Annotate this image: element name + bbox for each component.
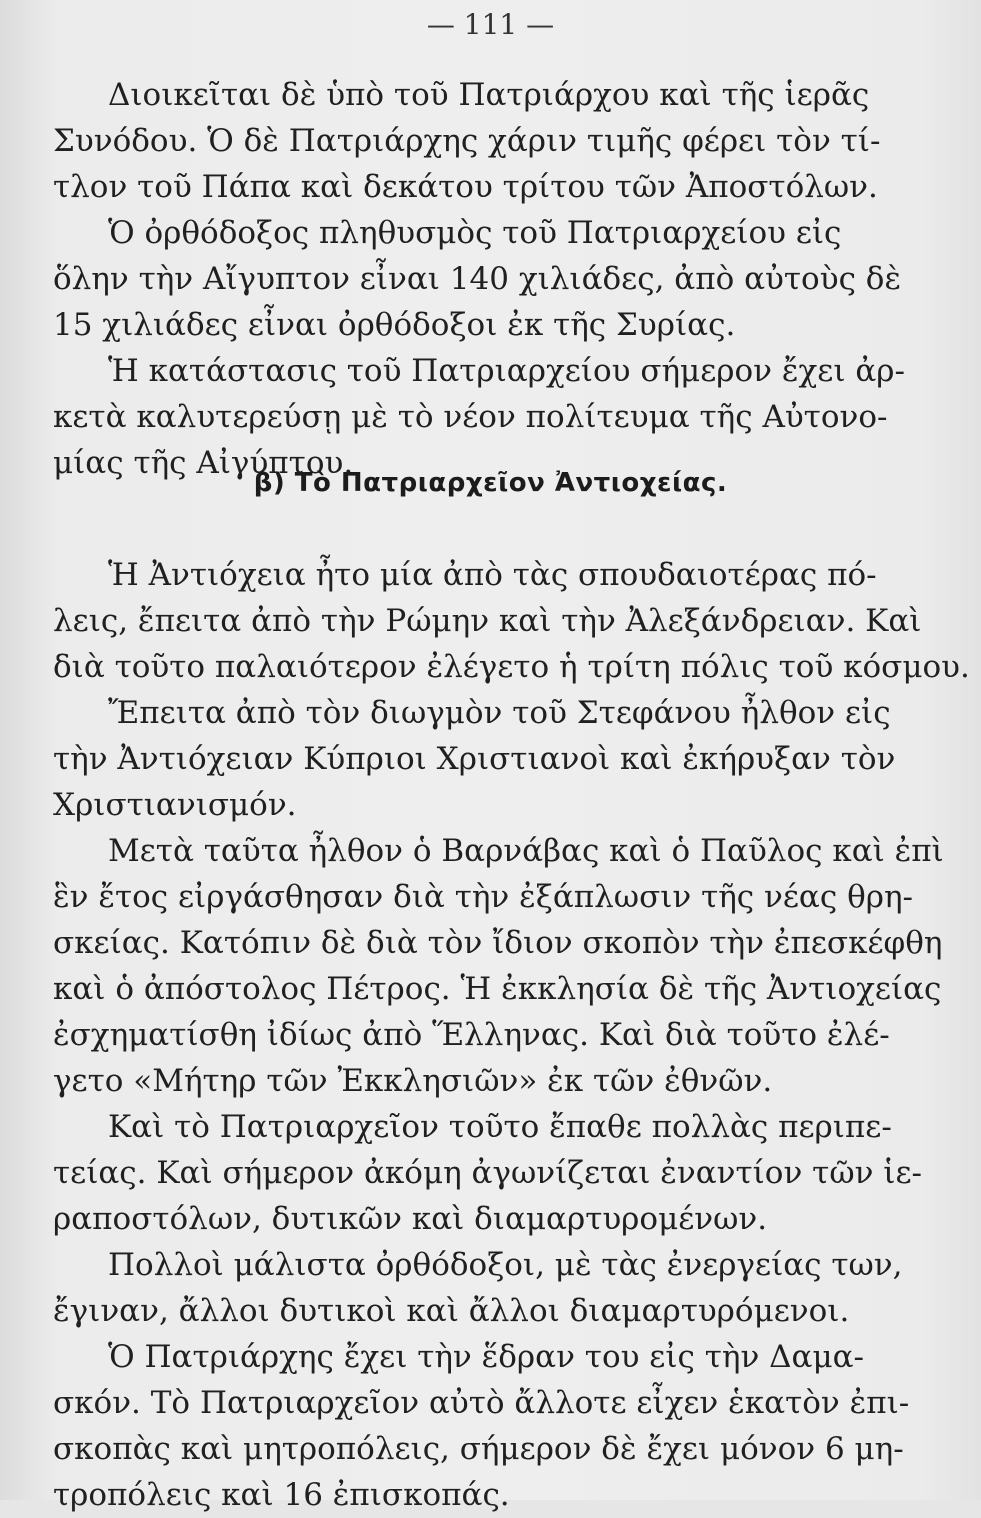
text-line: γετο «Μήτηρ τῶν Ἐκκλησιῶν» ἐκ τῶν ἐθνῶν. <box>53 1063 773 1099</box>
text-line: σκείας. Κατόπιν δὲ διὰ τὸν ἴδιον σκοπὸν τὴν ἐπεσκέφθη <box>53 925 943 961</box>
text-line: διὰ τοῦτο παλαιότερον ἐλέγετο ἡ τρίτη πόλις τοῦ κόσμου. <box>53 649 970 685</box>
text-line: τείας. Καὶ σήμερον ἀκόμη ἀγωνίζεται ἐναντίον τῶν ἱε- <box>53 1155 922 1191</box>
text-line: σκόν. Τὸ Πατριαρχεῖον αὐτὸ ἄλλοτε εἶχεν ἑκατὸν ἐπι- <box>53 1385 910 1421</box>
text-line: λεις, ἔπειτα ἀπὸ τὴν Ρώμην καὶ τὴν Ἀλεξάνδρειαν. Καὶ <box>53 603 922 639</box>
text-line: ἔγιναν, ἄλλοι δυτικοὶ καὶ ἄλλοι διαμαρτυρόμενοι. <box>53 1293 850 1329</box>
text-line: ραποστόλων, δυτικῶν καὶ διαμαρτυρομένων. <box>53 1201 768 1237</box>
text-line: ὅλην τὴν Αἴγυπτον εἶναι 140 χιλιάδες, ἀπὸ αὐτοὺς δὲ <box>53 261 902 297</box>
page-number: — 111 — <box>426 8 555 41</box>
text-line: Πολλοὶ μάλιστα ὀρθόδοξοι, μὲ τὰς ἐνεργείας των, <box>108 1247 903 1283</box>
text-line: τλον τοῦ Πάπα καὶ δεκάτου τρίτου τῶν Ἀποστόλων. <box>53 169 878 205</box>
text-line: Ὁ Πατριάρχης ἔχει τὴν ἕδραν του εἰς τὴν Δαμα- <box>108 1339 865 1375</box>
text-line: ἓν ἔτος εἰργάσθησαν διὰ τὴν ἐξάπλωσιν τῆς νέας θρη- <box>53 879 914 915</box>
text-line: Καὶ τὸ Πατριαρχεῖον τοῦτο ἔπαθε πολλὰς περιπε- <box>108 1109 892 1145</box>
text-line: καὶ ὁ ἀπόστολος Πέτρος. Ἡ ἐκκλησία δὲ τῆς Ἀντιοχείας <box>53 971 942 1007</box>
text-line: Ἡ Ἀντιόχεια ἦτο μία ἀπὸ τὰς σπουδαιοτέρας πό- <box>108 557 877 593</box>
text-line: Ὁ ὀρθόδοξος πληθυσμὸς τοῦ Πατριαρχείου εἰς <box>108 215 842 251</box>
text-line: 15 χιλιάδες εἶναι ὀρθόδοξοι ἐκ τῆς Συρίας. <box>53 307 736 343</box>
text-line: μίας τῆς Αἰγύπτου. <box>53 445 354 481</box>
text-line: ἐσχηματίσθη ἰδίως ἀπὸ Ἕλληνας. Καὶ διὰ τοῦτο ἐλέ- <box>53 1017 890 1053</box>
text-line: Χριστιανισμόν. <box>53 787 297 823</box>
text-line: Συνόδου. Ὁ δὲ Πατριάρχης χάριν τιμῆς φέρει τὸν τί- <box>53 123 881 159</box>
text-line: κετὰ καλυτερεύσῃ μὲ τὸ νέον πολίτευμα τῆς Αὐτονο- <box>53 399 888 435</box>
text-line: Διοικεῖται δὲ ὑπὸ τοῦ Πατριάρχου καὶ τῆς ἱερᾶς <box>108 77 870 113</box>
text-line: Ἡ κατάστασις τοῦ Πατριαρχείου σήμερον ἔχει ἀρ- <box>108 353 905 389</box>
text-line: Ἔπειτα ἀπὸ τὸν διωγμὸν τοῦ Στεφάνου ἦλθον εἰς <box>108 695 891 731</box>
section-heading: β) Τὸ Πατριαρχεῖον Ἀντιοχείας. <box>253 468 728 498</box>
text-block-bottom <box>53 552 970 1518</box>
text-line: τὴν Ἀντιόχειαν Κύπριοι Χριστιανοὶ καὶ ἐκήρυξαν τὸν <box>53 741 896 777</box>
text-line: τροπόλεις καὶ 16 ἐπισκοπάς. <box>53 1477 510 1513</box>
text-line: σκοπὰς καὶ μητροπόλεις, σήμερον δὲ ἔχει μόνον 6 μη- <box>53 1431 904 1467</box>
text-line: Μετὰ ταῦτα ἦλθον ὁ Βαρνάβας καὶ ὁ Παῦλος καὶ ἐπὶ <box>108 833 944 869</box>
text-block-top <box>53 72 905 486</box>
